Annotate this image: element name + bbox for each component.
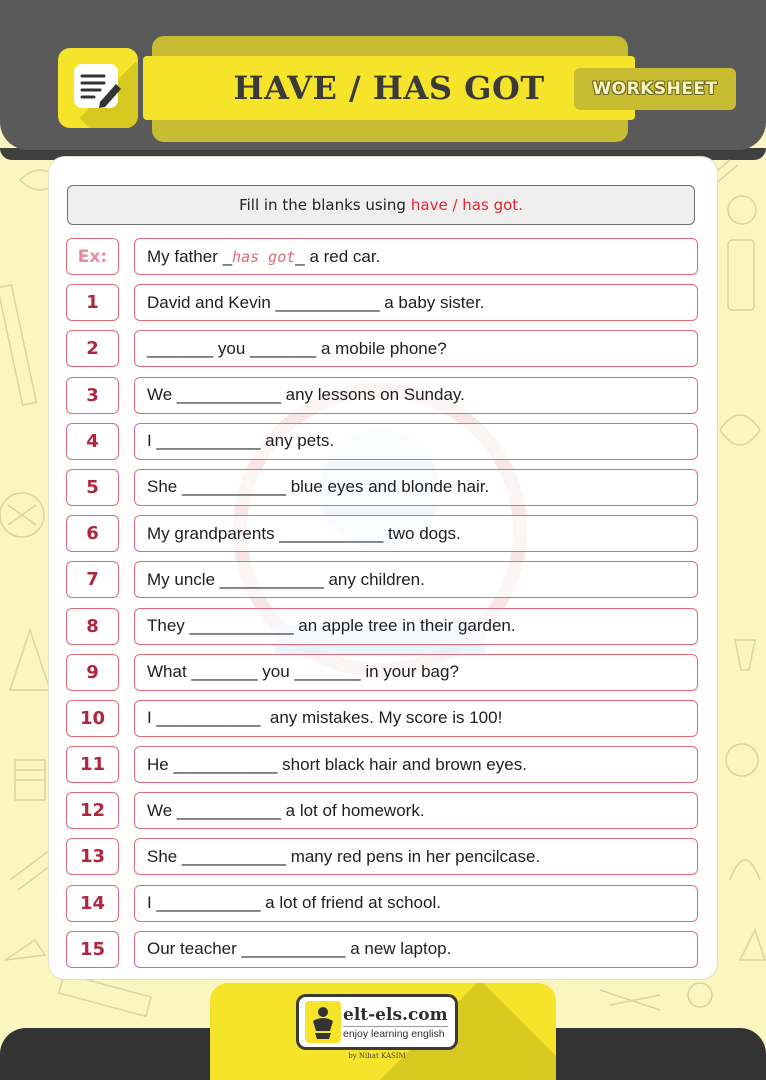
item-sentence[interactable]: We ___________ any lessons on Sunday. [134, 377, 698, 414]
item-number: 8 [66, 608, 119, 645]
item-number: 15 [66, 931, 119, 968]
item-sentence[interactable]: My grandparents ___________ two dogs. [134, 515, 698, 552]
item-sentence[interactable]: She ___________ blue eyes and blonde hair. [134, 469, 698, 506]
item-sentence[interactable]: I ___________ any pets. [134, 423, 698, 460]
item-number: 9 [66, 654, 119, 691]
item-number: 10 [66, 700, 119, 737]
reader-mascot-icon [305, 1001, 341, 1043]
worksheet-icon-tile [58, 48, 138, 128]
item-sentence[interactable]: He ___________ short black hair and brown eyes. [134, 746, 698, 783]
exercise-row [66, 885, 698, 923]
item-number: 14 [66, 885, 119, 922]
exercise-row [66, 515, 698, 553]
item-number: 3 [66, 377, 119, 414]
title-banner [143, 56, 635, 120]
exercise-list [66, 238, 698, 977]
item-sentence[interactable]: I ___________ any mistakes. My score is 100! [134, 700, 698, 737]
exercise-row [66, 792, 698, 830]
site-name: elt-els.com [343, 1004, 448, 1025]
item-sentence[interactable]: We ___________ a lot of homework. [134, 792, 698, 829]
item-number: 7 [66, 561, 119, 598]
exercise-row [66, 469, 698, 507]
site-logo[interactable] [296, 994, 458, 1050]
exercise-row [66, 561, 698, 599]
item-sentence[interactable]: Our teacher ___________ a new laptop. [134, 931, 698, 968]
item-sentence[interactable]: _______ you _______ a mobile phone? [134, 330, 698, 367]
item-number: 13 [66, 838, 119, 875]
item-number: 11 [66, 746, 119, 783]
exercise-row [66, 700, 698, 738]
example-text-before: My father _ [147, 246, 233, 266]
exercise-row [66, 746, 698, 784]
example-label: Ex: [66, 238, 119, 275]
worksheet-badge-label: WORKSHEET [592, 79, 718, 99]
site-tagline: enjoy learning english [343, 1026, 448, 1040]
instruction-highlight: have / has got. [410, 196, 523, 214]
item-sentence[interactable]: They ___________ an apple tree in their garden. [134, 608, 698, 645]
exercise-row [66, 284, 698, 322]
example-row [66, 238, 698, 276]
item-number: 6 [66, 515, 119, 552]
worksheet-badge [574, 68, 736, 110]
item-number: 1 [66, 284, 119, 321]
author-credit: by Nihat KASIM [348, 1052, 406, 1060]
exercise-row [66, 608, 698, 646]
notepad-pencil-icon [72, 62, 124, 114]
instruction-box [67, 185, 695, 225]
item-sentence[interactable]: What _______ you _______ in your bag? [134, 654, 698, 691]
item-sentence[interactable]: She ___________ many red pens in her pencilcase. [134, 838, 698, 875]
page-title: HAVE / HAS GOT [233, 69, 545, 107]
exercise-row [66, 330, 698, 368]
exercise-row [66, 838, 698, 876]
item-number: 5 [66, 469, 119, 506]
item-sentence[interactable]: I ___________ a lot of friend at school. [134, 885, 698, 922]
instruction-text: Fill in the blanks using [239, 196, 406, 214]
example-sentence [134, 238, 698, 275]
item-number: 4 [66, 423, 119, 460]
item-number: 2 [66, 330, 119, 367]
exercise-row [66, 931, 698, 969]
example-text-after: _ a red car. [295, 246, 381, 266]
exercise-row [66, 377, 698, 415]
example-answer: has got [232, 247, 296, 266]
item-number: 12 [66, 792, 119, 829]
exercise-row [66, 654, 698, 692]
exercise-row [66, 423, 698, 461]
item-sentence[interactable]: My uncle ___________ any children. [134, 561, 698, 598]
item-sentence[interactable]: David and Kevin ___________ a baby sister. [134, 284, 698, 321]
